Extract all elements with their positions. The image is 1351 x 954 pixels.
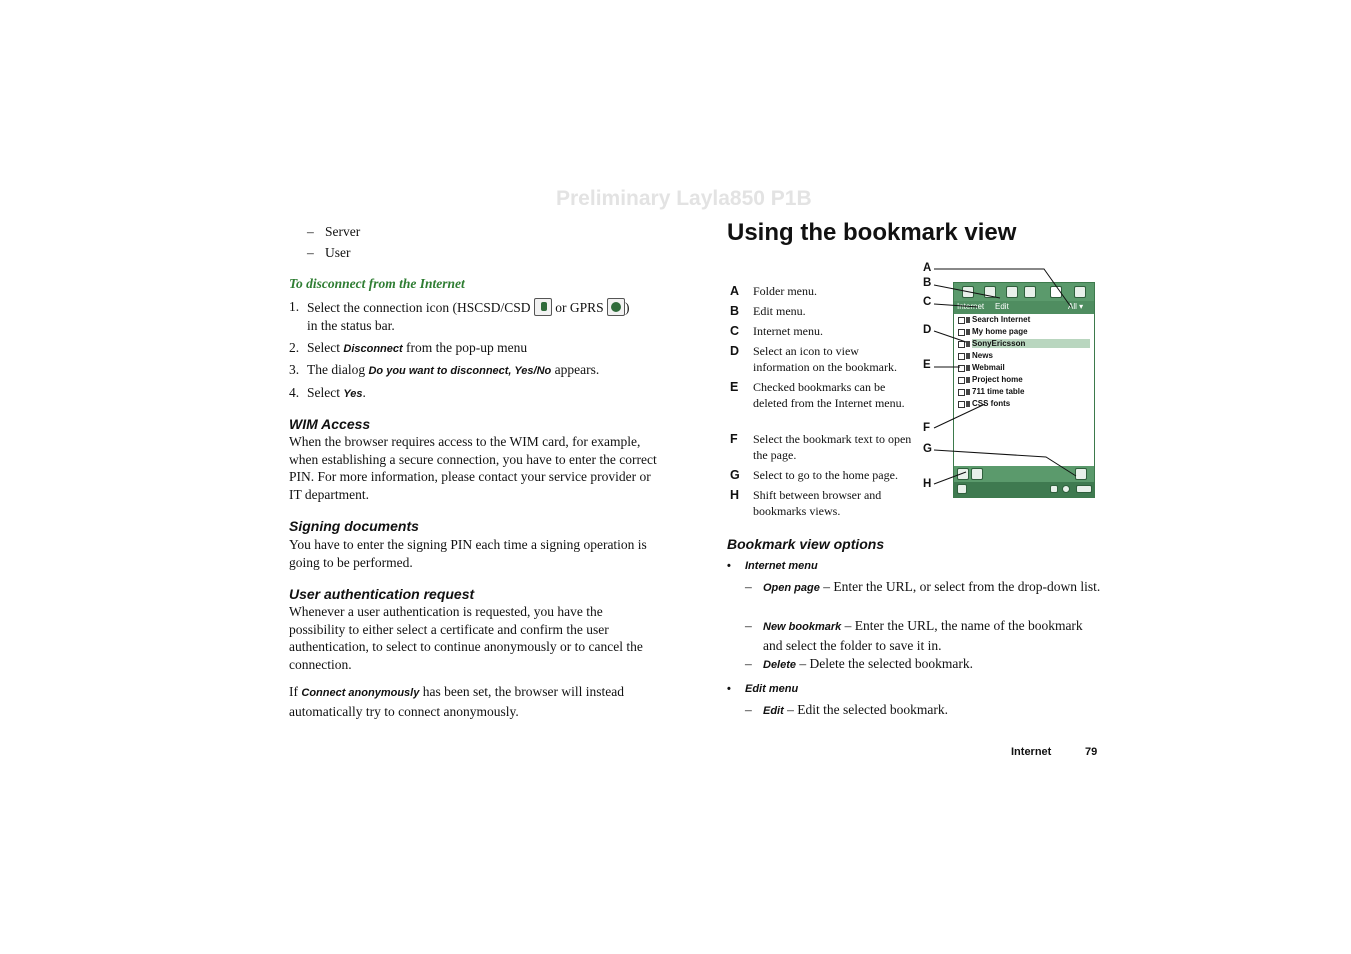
wim-text: When the browser requires access to the WIM card, for example, when establishing a secure connection, you have to enter the correct PIN. For more information, please contact your service provider or IT department. [289,434,657,502]
dash-item-label: Server [325,224,361,239]
ui-term: Open page [763,582,820,594]
bookmark-label: 711 time table [972,387,1025,396]
footer-section-name: Internet [1011,746,1052,758]
callout-label-c: C [923,296,932,308]
step-text: or GPRS [555,300,604,315]
option-text: – Delete the selected bookmark. [796,656,973,671]
bookmark-label: News [972,351,993,360]
callout-label-h: H [923,478,932,490]
callout-line-a [934,269,1071,307]
bookmark-label: CSS fonts [972,399,1011,408]
step-text: The dialog [307,362,366,377]
step-text: Select [307,385,340,400]
step-text: in the status bar. [307,317,395,333]
step-number: 2. [289,340,300,355]
bookmark-label: Project home [972,375,1023,384]
folder-menu: All ▾ [1068,302,1084,311]
ui-term: Delete [763,659,797,671]
options-heading: Bookmark view options [727,536,885,552]
ui-term: Edit [763,705,784,717]
legend-key: H [730,488,740,502]
step-number: 4. [289,385,300,400]
callout-label-b: B [923,277,932,289]
legend-text: Internet menu. [753,324,823,338]
step-text: Select [307,340,340,355]
option-text: – Enter the URL, or select from the drop-down list. [819,579,1101,594]
callout-line-c [934,304,978,307]
callout-line-g [934,450,1076,476]
userauth-text: Whenever a user authentication is requested, you have the possibility to either select a certificate and confirm the user authentication, to select to continue anonymously or to cancel the connection. [289,604,643,672]
callout-label-f: F [923,422,931,434]
bookmark-label: Webmail [972,363,1005,372]
bookmark-label: Search Internet [972,315,1031,324]
step-text: from the pop-up menu [406,340,528,355]
folder-menu-label: All [1068,302,1077,311]
step-number: 3. [289,362,300,377]
bookmark-label: My home page [972,327,1028,336]
ui-term: Do you want to disconnect, Yes/No [368,365,552,377]
bullet-label: Edit menu [745,683,799,695]
legend-key: E [730,380,739,394]
ui-term: Disconnect [343,343,403,355]
footer-page-number: 79 [1085,746,1098,758]
legend-text: Folder menu. [753,284,817,298]
callout-line-f [934,404,985,428]
disconnect-heading: To disconnect from the Internet [289,276,465,291]
legend-key: C [730,324,740,338]
option-text: – Edit the selected bookmark. [783,702,948,717]
legend-text: Shift between browser and bookmarks views. [753,488,882,518]
signing-text: You have to enter the signing PIN each time a signing operation is going to be performed. [289,537,647,570]
bullet-label: Internet menu [745,560,818,572]
para-text: If [289,684,298,699]
watermark: Preliminary Layla850 P1B [556,187,812,210]
legend-key: G [730,468,740,482]
legend-key: B [730,304,740,318]
legend-text: Select an icon to view information on the bookmark. [753,344,897,374]
step-text: Select the connection icon (HSCSD/CSD [307,300,531,315]
callout-line-h [934,472,966,484]
wim-heading: WIM Access [289,416,371,432]
legend-key: A [730,284,740,298]
step-number: 1. [289,299,300,314]
edit-menu: Edit [995,302,1009,311]
legend-text: Edit menu. [753,304,806,318]
callout-label-d: D [923,324,932,336]
step-text: ) [625,300,630,315]
callout-line-b [934,285,1000,298]
legend-key: F [730,432,738,446]
ui-term: New bookmark [763,621,842,633]
legend-text: Checked bookmarks can be deleted from the Internet menu. [753,380,905,410]
bookmark-label: SonyEricsson [972,339,1090,348]
option-text: – Enter the URL, the name of the bookmark and select the folder to save it in. [763,618,1083,653]
callout-line-d [934,331,966,342]
ui-term: Connect anonymously [301,687,420,699]
legend-text: Select to go to the home page. [753,468,898,482]
para-text: has been set, the browser will instead automatically try to connect anonymously. [289,684,625,719]
userauth-heading: User authentication request [289,586,475,602]
callout-label-e: E [923,359,931,371]
legend-key: D [730,344,740,358]
page-title: Using the bookmark view [727,219,1017,246]
signing-heading: Signing documents [289,518,419,534]
legend-text: Select the bookmark text to open the page. [753,432,912,462]
ui-term: Yes [343,388,363,400]
step-text: . [362,385,366,400]
dash-item-label: User [325,245,351,260]
internet-menu: Internet [957,302,985,311]
callout-label-a: A [923,262,932,274]
callout-label-g: G [923,443,932,455]
step-text: appears. [554,362,600,377]
